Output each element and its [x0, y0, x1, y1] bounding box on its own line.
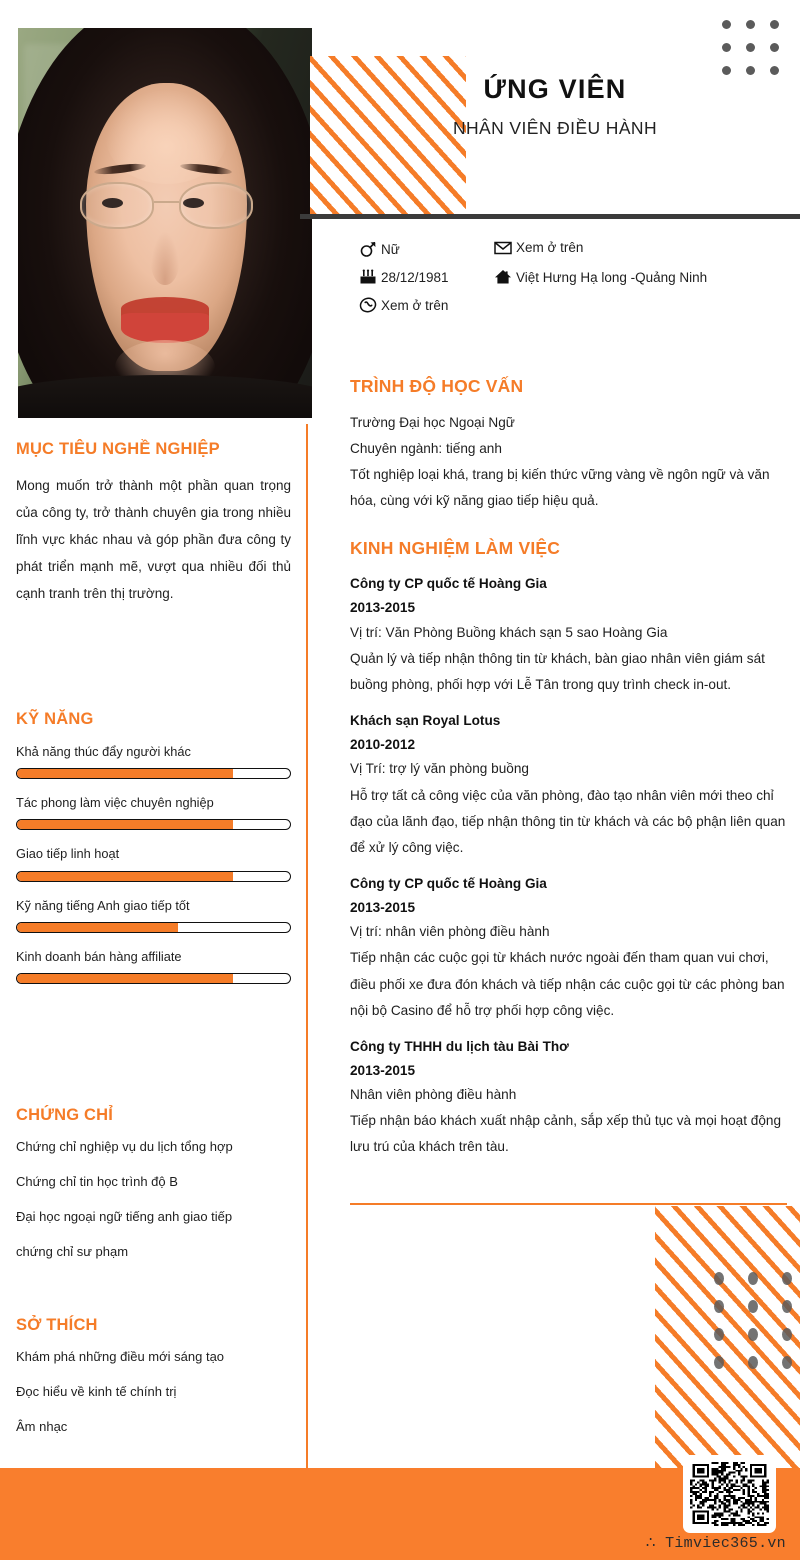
- skill-label: Kỹ năng tiếng Anh giao tiếp tốt: [16, 897, 190, 913]
- qr-code[interactable]: [683, 1455, 776, 1533]
- job-description: Quản lý và tiếp nhận thông tin từ khách, bàn giao nhân viên giám sát buồng phòng, phối hợp với Lễ Tân trong quy trình check in-out.: [350, 650, 765, 692]
- job-role-subtitle: NHÂN VIÊN ĐIỀU HÀNH: [452, 118, 657, 138]
- gender-value: Nữ: [381, 241, 400, 257]
- contact-row: [355, 296, 785, 314]
- experience-entry: [350, 709, 795, 861]
- address-value: Việt Hưng Hạ long -Quảng Ninh: [516, 269, 708, 285]
- certificate-item: Chứng chỉ nghiệp vụ du lịch tổng hợp: [16, 1139, 233, 1154]
- contact-block: [355, 240, 785, 325]
- job-description: Hỗ trợ tất cả công việc của văn phòng, đào tạo nhân viên mới theo chỉ đạo của lãnh đạo, tiếp nhận thông tin từ khách và các bộ phận liên quan để xử lý công việc.: [350, 787, 786, 855]
- header-rule: [300, 214, 800, 219]
- skill-item: [16, 793, 291, 830]
- experience-list: [350, 572, 795, 1161]
- job-years: 2013-2015: [350, 1062, 416, 1078]
- phone-icon: [355, 296, 381, 314]
- cake-icon: [355, 269, 381, 285]
- experience-section: [350, 538, 795, 1172]
- skill-progress-bar: [16, 973, 291, 984]
- contact-row: [355, 269, 785, 285]
- objective-text: Mong muốn trở thành một phần quan trọng của công ty, trở thành chuyên gia trong nhiều lĩnh vực khác nhau và góp phần đưa công ty phát triển mạnh mẽ, vượt qua nhiều đối thủ cạnh tranh trên thị trường.: [16, 478, 291, 601]
- contact-row: [355, 240, 785, 258]
- skill-progress-bar: [16, 768, 291, 779]
- job-description: Tiếp nhận báo khách xuất nhập cảnh, sắp xếp thủ tục và mọi hoạt động lưu trú của khách trên tàu.: [350, 1113, 782, 1155]
- job-years: 2013-2015: [350, 599, 416, 615]
- job-position: Vị trí: Văn Phòng Buồng khách sạn 5 sao Hoàng Gia: [350, 624, 668, 640]
- home-icon: [490, 269, 516, 285]
- skill-label: Kinh doanh bán hàng affiliate: [16, 948, 182, 964]
- experience-title: KINH NGHIỆM LÀM VIỆC: [350, 538, 561, 558]
- certificates-list: [16, 1138, 291, 1261]
- certificate-item: chứng chỉ sư phạm: [16, 1243, 129, 1259]
- experience-underline: [350, 1203, 787, 1205]
- birthday-value: 28/12/1981: [381, 269, 449, 285]
- experience-entry: [350, 872, 795, 1024]
- skill-progress-fill: [17, 974, 233, 983]
- experience-entry: [350, 1035, 795, 1161]
- job-company: Công ty CP quốc tế Hoàng Gia: [350, 576, 547, 591]
- contact-phone: [355, 296, 490, 314]
- education-title: TRÌNH ĐỘ HỌC VẤN: [350, 376, 524, 396]
- objective-title: MỤC TIÊU NGHỀ NGHIỆP: [16, 440, 220, 458]
- hobbies-section: [0, 1316, 307, 1453]
- skill-progress-bar: [16, 922, 291, 933]
- skill-progress-fill: [17, 820, 233, 829]
- job-position: Vị Trí: trợ lý văn phòng buồng: [350, 761, 529, 777]
- gender-female-icon: [355, 240, 381, 258]
- candidate-photo: [18, 28, 312, 418]
- contact-email: [490, 240, 583, 255]
- certificates-section: [0, 1106, 307, 1277]
- skill-progress-fill: [17, 872, 233, 881]
- job-company: Khách sạn Royal Lotus: [350, 712, 501, 728]
- job-years: 2013-2015: [350, 899, 416, 915]
- skill-progress-fill: [17, 769, 233, 778]
- education-line: Tốt nghiệp loại khá, trang bị kiến thức vững vàng về ngôn ngữ và văn hóa, cùng với kỹ năng giao tiếp hiệu quả.: [350, 467, 770, 509]
- skill-label: Khả năng thúc đẩy người khác: [16, 744, 191, 759]
- objective-section: [0, 440, 307, 607]
- sidebar: [0, 0, 307, 1468]
- portrait-illustration: [18, 28, 312, 418]
- skill-label: Tác phong làm việc chuyên nghiệp: [16, 795, 214, 811]
- hobby-item: Khám phá những điều mới sáng tạo: [16, 1349, 225, 1364]
- hobbies-list: [16, 1348, 291, 1437]
- envelope-icon: [490, 241, 516, 255]
- skills-section: [0, 710, 307, 998]
- skill-item: [16, 742, 291, 779]
- skill-progress-bar: [16, 819, 291, 830]
- skill-item: [16, 844, 291, 881]
- hobbies-title: SỞ THÍCH: [16, 1316, 98, 1334]
- dot-grid-decoration-bottom: [714, 1272, 792, 1369]
- experience-entry: [350, 572, 795, 698]
- phone-value: Xem ở trên: [381, 297, 449, 313]
- certificate-item: Đại học ngoại ngữ tiếng anh giao tiếp: [16, 1208, 233, 1224]
- brand-label: ∴ Timviec365.vn: [645, 1535, 786, 1552]
- hobby-item: Đọc hiểu về kinh tế chính trị: [16, 1383, 177, 1399]
- education-section: [350, 376, 795, 514]
- skill-item: [16, 947, 291, 984]
- sidebar-divider: [306, 424, 308, 1468]
- job-position: Nhân viên phòng điều hành: [350, 1087, 517, 1103]
- certificate-item: Chứng chỉ tin học trình độ B: [16, 1173, 178, 1189]
- education-line: Trường Đại học Ngoại Ngữ: [350, 415, 515, 430]
- education-lines: [350, 410, 795, 514]
- job-company: Công ty CP quốc tế Hoàng Gia: [350, 875, 547, 891]
- education-line: Chuyên ngành: tiếng anh: [350, 441, 502, 457]
- skill-progress-fill: [17, 923, 178, 932]
- job-description: Tiếp nhận các cuộc gọi từ khách nước ngoài đến tham quan vui chơi, điều phối xe đưa đón khách và tiếp nhận các cuộc gọi từ các phòng ban nội bộ Casino để hỗ trợ phối hợp công việc.: [350, 950, 785, 1018]
- certificates-title: CHỨNG CHỈ: [16, 1106, 114, 1124]
- skill-item: [16, 896, 291, 933]
- hobby-item: Âm nhạc: [16, 1418, 68, 1434]
- email-value: Xem ở trên: [516, 240, 584, 255]
- skills-title: KỸ NĂNG: [16, 710, 94, 728]
- job-position: Vị trí: nhân viên phòng điều hành: [350, 924, 550, 940]
- contact-birthday: [355, 269, 490, 285]
- contact-address: [490, 269, 707, 285]
- dot-grid-decoration-top: [722, 20, 780, 75]
- job-years: 2010-2012: [350, 736, 416, 752]
- contact-gender: [355, 240, 490, 258]
- skills-list: [16, 742, 291, 984]
- skill-label: Giao tiếp linh hoạt: [16, 846, 120, 862]
- page-title: ỨNG VIÊN: [483, 74, 627, 104]
- skill-progress-bar: [16, 871, 291, 882]
- job-company: Công ty THHH du lịch tàu Bài Thơ: [350, 1038, 569, 1054]
